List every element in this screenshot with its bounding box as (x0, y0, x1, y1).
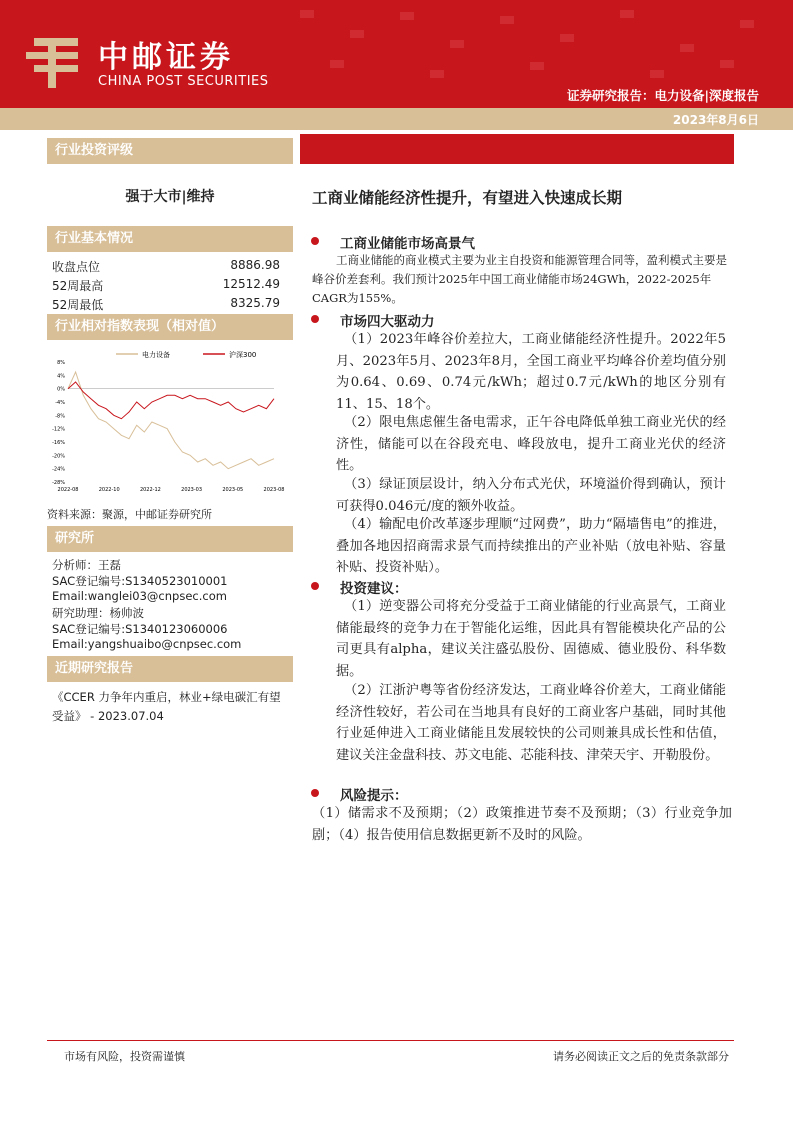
y-tick-label: 4% (57, 373, 65, 380)
brand-name-en: CHINA POST SECURITIES (98, 74, 269, 89)
x-tick-label: 2022-08 (57, 487, 79, 493)
x-tick-label: 2023-03 (181, 487, 203, 493)
bullet-icon (311, 315, 319, 323)
performance-header: 行业相对指数表现（相对值） (47, 314, 293, 340)
y-tick-label: -24% (52, 466, 65, 473)
section-heading: 投资建议： (340, 581, 408, 597)
y-tick-label: 0% (57, 386, 65, 393)
analyst-line: 分析师：王磊 (52, 558, 121, 572)
report-type: 证券研究报告：电力设备|深度报告 (566, 88, 759, 103)
x-tick-label: 2022-10 (98, 487, 120, 493)
basic-row-close: 收盘点位 8886.98 (52, 258, 280, 274)
analyst-email[interactable]: Email:yangshuaibo@cnpsec.com (52, 637, 242, 651)
y-tick-label: -12% (52, 426, 65, 433)
footer-disclaimer: 请务必阅读正文之后的免责条款部分 (553, 1050, 729, 1063)
legend-label-power: 电力设备 (142, 351, 170, 359)
recent-report-link[interactable]: 《CCER 力争年内重启，林业+绿电碳汇有望受益》 - 2023.07.04 (52, 690, 281, 723)
paragraph: （2）江浙沪粤等省份经济发达，工商业峰谷价差大，工商业储能经济性较好，若公司在当地具有良好的工商业客户基础，同时其他行业延伸进入工商业储能且发展较快的公司则兼具成长性和估值，建议关注金盘科技、苏文电能、芯能科技、津荣天宇、开勒股份。 (336, 683, 726, 763)
section-heading: 工商业储能市场高景气 (340, 236, 475, 252)
paragraph: （1）储需求不及预期；（2）政策推进节奏不及预期；（3）行业竞争加剧；（4）报告使用信息数据更新不及时的风险。 (312, 806, 732, 843)
bullet-icon (311, 789, 319, 797)
legend-label-hs300: 沪深300 (229, 351, 257, 359)
chart-source: 资料来源：聚源，中邮证券研究所 (47, 508, 212, 521)
x-tick-label: 2022-12 (139, 487, 161, 493)
bullet-icon (311, 582, 319, 590)
brand-name-cn: 中邮证券 (98, 40, 234, 75)
relative-performance-chart (48, 348, 292, 496)
section-heading: 市场四大驱动力 (340, 314, 435, 330)
research-header: 研究所 (47, 526, 293, 552)
basic-row-low: 52周最低 8325.79 (52, 296, 280, 312)
header-banner (0, 0, 793, 108)
recent-reports-header: 近期研究报告 (47, 656, 293, 682)
analyst-email[interactable]: Email:wanglei03@cnpsec.com (52, 589, 227, 603)
report-title: 工商业储能经济性提升，有望进入快速成长期 (312, 188, 623, 207)
paragraph: （1）逆变器公司将充分受益于工商业储能的行业高景气，工商业储能最终的竞争力在于智能化运维，因此具有智能模块化产品的公司更具有alpha，建议关注盛弘股份、固德威、德业股份、科华数据。 (336, 599, 726, 679)
y-tick-label: -16% (52, 440, 65, 446)
x-tick-label: 2023-05 (222, 487, 244, 493)
basic-info-header: 行业基本情况 (47, 226, 293, 252)
basic-row-high: 52周最高 12512.49 (52, 277, 280, 293)
paragraph: （4）输配电价改革逐步理顺“过网费”，助力“隔墙售电”的推进，叠加各地因招商需求景气而持续推出的产业补贴（放电补贴、容量补贴、投资补贴）。 (336, 517, 726, 575)
analyst-line: SAC登记编号:S1340523010001 (52, 574, 228, 588)
section-heading: 风险提示： (340, 788, 408, 804)
y-tick-label: 8% (57, 360, 65, 366)
series-power-equipment (68, 372, 274, 469)
y-tick-label: -8% (55, 413, 65, 420)
y-tick-label: -20% (52, 453, 65, 460)
series-hs300 (68, 382, 274, 419)
report-date: 2023年8月6日 (672, 113, 759, 127)
analyst-line: SAC登记编号:S1340123060006 (52, 622, 228, 636)
footer-divider (47, 1040, 734, 1041)
y-tick-label: -4% (55, 400, 65, 406)
footer-risk: 市场有风险，投资需谨慎 (64, 1050, 185, 1063)
rating-header: 行业投资评级 (47, 138, 293, 164)
paragraph: 工商业储能的商业模式主要为业主自投资和能源管理合同等，盈利模式主要是峰谷价差套利。我们预计2025年中国工商业储能市场24GWh，2022-2025年CAGR为155%。 (312, 253, 727, 305)
china-post-logo-icon (26, 30, 86, 90)
paragraph: （1）2023年峰谷价差拉大，工商业储能经济性提升。2022年5月、2023年5月、2023年8月，全国工商业平均峰谷价差均值分别为0.64、0.69、0.74元/kWh；超过0.7元/kWh的地区分别有11、15、18个。 (336, 332, 726, 412)
analyst-line: 研究助理：杨帅波 (52, 606, 144, 620)
x-tick-label: 2023-08 (263, 487, 285, 493)
y-tick-label: -28% (52, 480, 65, 486)
bullet-icon (311, 237, 319, 245)
industry-rating: 强于大市|维持 (125, 189, 215, 205)
paragraph: （3）绿证顶层设计，纳入分布式光伏，环境溢价得到确认，预计可获得0.046元/度的额外收益。 (336, 477, 726, 514)
title-red-bar (300, 134, 734, 164)
paragraph: （2）限电焦虑催生备电需求，正午谷电降低单独工商业光伏的经济性，储能可以在谷段充电、峰段放电，提升工商业光伏的经济性。 (336, 415, 726, 473)
